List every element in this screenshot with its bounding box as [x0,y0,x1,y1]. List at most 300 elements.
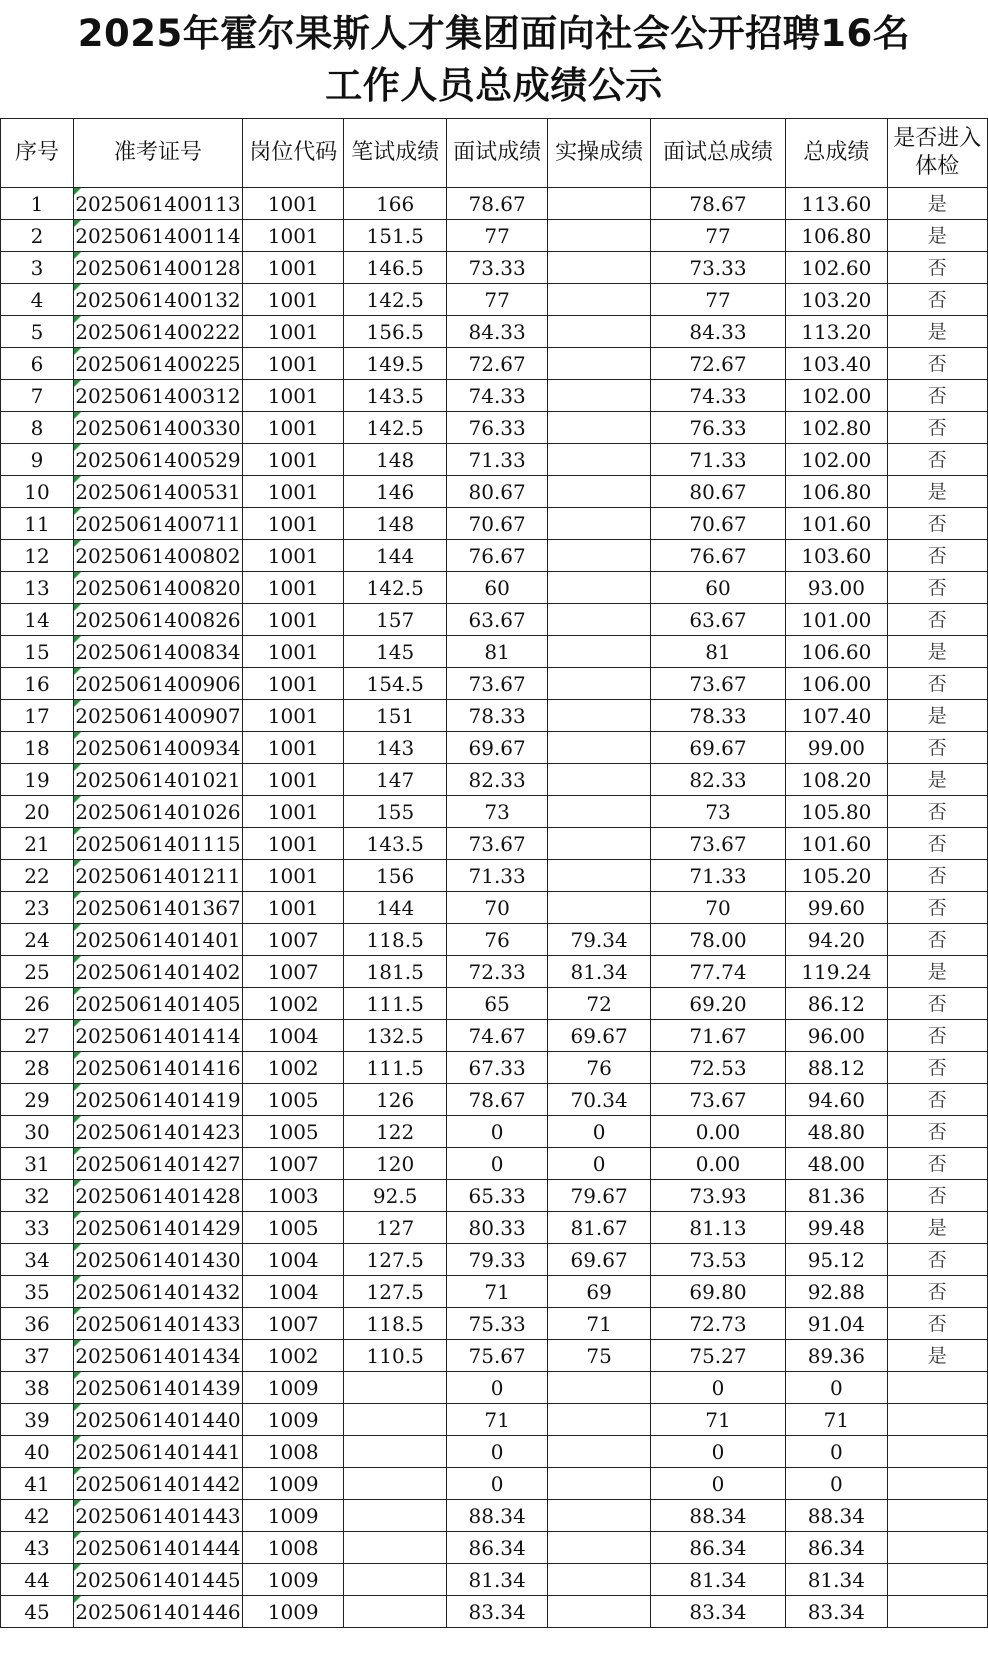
cell-practical-score [548,1532,651,1564]
cell-interview-total: 70.67 [650,508,785,540]
cell-total-score: 96.00 [786,1020,887,1052]
table-row [1,892,988,924]
cell-ticket-number: 2025061400330 [73,412,242,444]
cell-physical-exam: 否 [887,1276,987,1308]
cell-position-code: 1001 [242,860,343,892]
cell-physical-exam: 否 [887,572,987,604]
cell-index: 32 [1,1180,74,1212]
cell-position-code: 1001 [242,700,343,732]
cell-interview-score: 76.33 [446,412,547,444]
cell-index: 3 [1,252,74,284]
table-row [1,604,988,636]
cell-interview-total: 78.33 [650,700,785,732]
cell-index: 9 [1,444,74,476]
cell-physical-exam [887,1436,987,1468]
cell-practical-score: 81.34 [548,956,651,988]
cell-interview-score: 73.67 [446,828,547,860]
cell-position-code: 1001 [242,796,343,828]
cell-total-score: 107.40 [786,700,887,732]
cell-interview-score: 71.33 [446,444,547,476]
cell-practical-score [548,700,651,732]
cell-interview-total: 63.67 [650,604,785,636]
cell-interview-total: 0 [650,1372,785,1404]
table-row [1,252,988,284]
cell-total-score: 103.40 [786,348,887,380]
scores-table [0,118,988,1628]
cell-practical-score [548,348,651,380]
cell-physical-exam: 否 [887,988,987,1020]
table-row [1,1116,988,1148]
cell-ticket-number: 2025061401441 [73,1436,242,1468]
cell-physical-exam: 是 [887,636,987,668]
cell-practical-score [548,508,651,540]
cell-position-code: 1009 [242,1468,343,1500]
cell-index: 5 [1,316,74,348]
cell-practical-score [548,316,651,348]
cell-index: 7 [1,380,74,412]
cell-practical-score [548,1564,651,1596]
cell-position-code: 1007 [242,1308,343,1340]
cell-index: 19 [1,764,74,796]
cell-practical-score [548,892,651,924]
cell-written-score [344,1596,447,1628]
cell-physical-exam: 否 [887,284,987,316]
cell-physical-exam: 否 [887,1308,987,1340]
cell-ticket-number: 2025061401444 [73,1532,242,1564]
cell-position-code: 1001 [242,668,343,700]
cell-physical-exam [887,1468,987,1500]
cell-interview-score: 86.34 [446,1532,547,1564]
cell-practical-score [548,1468,651,1500]
cell-interview-total: 76.33 [650,412,785,444]
cell-written-score: 147 [344,764,447,796]
cell-total-score: 102.60 [786,252,887,284]
cell-position-code: 1001 [242,476,343,508]
cell-practical-score [548,188,651,220]
cell-index: 38 [1,1372,74,1404]
table-row [1,540,988,572]
cell-ticket-number: 2025061401442 [73,1468,242,1500]
cell-total-score: 93.00 [786,572,887,604]
cell-interview-score: 0 [446,1148,547,1180]
header-position-code: 岗位代码 [242,119,343,188]
cell-interview-score: 73 [446,796,547,828]
table-row [1,924,988,956]
table-row [1,1244,988,1276]
cell-written-score: 156.5 [344,316,447,348]
cell-practical-score [548,828,651,860]
cell-ticket-number: 2025061401405 [73,988,242,1020]
cell-index: 35 [1,1276,74,1308]
cell-interview-score: 83.34 [446,1596,547,1628]
cell-index: 8 [1,412,74,444]
cell-written-score: 146.5 [344,252,447,284]
cell-interview-score: 67.33 [446,1052,547,1084]
cell-physical-exam: 是 [887,956,987,988]
cell-interview-score: 81 [446,636,547,668]
cell-position-code: 1009 [242,1500,343,1532]
cell-interview-total: 73 [650,796,785,828]
table-row [1,828,988,860]
cell-index: 1 [1,188,74,220]
cell-written-score [344,1436,447,1468]
cell-total-score: 102.80 [786,412,887,444]
cell-interview-score: 77 [446,284,547,316]
cell-interview-total: 73.93 [650,1180,785,1212]
cell-total-score: 102.00 [786,444,887,476]
cell-interview-score: 72.67 [446,348,547,380]
cell-physical-exam: 是 [887,1212,987,1244]
cell-total-score: 86.34 [786,1532,887,1564]
title-line-1: 2025年霍尔果斯人才集团面向社会公开招聘16名 [77,12,911,55]
cell-position-code: 1001 [242,636,343,668]
cell-interview-total: 83.34 [650,1596,785,1628]
cell-practical-score: 79.34 [548,924,651,956]
cell-interview-total: 77 [650,284,785,316]
cell-ticket-number: 2025061400222 [73,316,242,348]
cell-practical-score [548,668,651,700]
cell-index: 39 [1,1404,74,1436]
cell-written-score: 181.5 [344,956,447,988]
cell-total-score: 92.88 [786,1276,887,1308]
page-title [0,0,988,115]
table-row [1,1468,988,1500]
cell-interview-total: 81.13 [650,1212,785,1244]
cell-physical-exam: 是 [887,1340,987,1372]
cell-interview-score: 80.67 [446,476,547,508]
cell-interview-total: 72.67 [650,348,785,380]
cell-ticket-number: 2025061400906 [73,668,242,700]
cell-position-code: 1008 [242,1436,343,1468]
cell-written-score: 127.5 [344,1244,447,1276]
cell-physical-exam: 否 [887,1148,987,1180]
cell-position-code: 1001 [242,284,343,316]
cell-total-score: 86.12 [786,988,887,1020]
table-row [1,1308,988,1340]
cell-position-code: 1001 [242,892,343,924]
cell-position-code: 1007 [242,956,343,988]
cell-index: 27 [1,1020,74,1052]
cell-practical-score [548,252,651,284]
cell-interview-total: 0 [650,1468,785,1500]
cell-interview-score: 84.33 [446,316,547,348]
cell-interview-total: 0.00 [650,1116,785,1148]
cell-practical-score: 81.67 [548,1212,651,1244]
cell-practical-score: 70.34 [548,1084,651,1116]
cell-written-score: 120 [344,1148,447,1180]
cell-practical-score: 69.67 [548,1244,651,1276]
cell-physical-exam: 否 [887,380,987,412]
cell-ticket-number: 2025061401401 [73,924,242,956]
cell-interview-total: 73.67 [650,1084,785,1116]
cell-total-score: 108.20 [786,764,887,796]
cell-interview-score: 0 [446,1116,547,1148]
cell-total-score: 99.00 [786,732,887,764]
cell-interview-score: 77 [446,220,547,252]
cell-written-score: 92.5 [344,1180,447,1212]
cell-physical-exam: 是 [887,700,987,732]
cell-written-score: 144 [344,540,447,572]
table-body [1,188,988,1628]
cell-ticket-number: 2025061401367 [73,892,242,924]
cell-total-score: 101.00 [786,604,887,636]
cell-written-score: 151 [344,700,447,732]
cell-interview-score: 80.33 [446,1212,547,1244]
cell-physical-exam [887,1500,987,1532]
cell-practical-score [548,1372,651,1404]
header-written-score: 笔试成绩 [344,119,447,188]
cell-position-code: 1002 [242,1052,343,1084]
cell-index: 14 [1,604,74,636]
cell-practical-score [548,604,651,636]
cell-total-score: 106.00 [786,668,887,700]
table-row [1,572,988,604]
cell-interview-score: 81.34 [446,1564,547,1596]
table-row [1,380,988,412]
cell-total-score: 89.36 [786,1340,887,1372]
cell-interview-total: 71.33 [650,444,785,476]
cell-ticket-number: 2025061400114 [73,220,242,252]
table-row [1,1564,988,1596]
cell-index: 15 [1,636,74,668]
cell-interview-total: 88.34 [650,1500,785,1532]
cell-practical-score: 71 [548,1308,651,1340]
cell-ticket-number: 2025061400113 [73,188,242,220]
cell-interview-score: 0 [446,1436,547,1468]
cell-practical-score [548,860,651,892]
cell-total-score: 113.20 [786,316,887,348]
cell-ticket-number: 2025061401026 [73,796,242,828]
cell-total-score: 106.80 [786,476,887,508]
cell-index: 25 [1,956,74,988]
cell-practical-score [548,540,651,572]
cell-physical-exam: 否 [887,1020,987,1052]
cell-interview-score: 75.67 [446,1340,547,1372]
table-row [1,860,988,892]
cell-total-score: 94.20 [786,924,887,956]
cell-total-score: 99.60 [786,892,887,924]
cell-ticket-number: 2025061401402 [73,956,242,988]
cell-total-score: 95.12 [786,1244,887,1276]
cell-interview-total: 0.00 [650,1148,785,1180]
cell-practical-score [548,764,651,796]
cell-position-code: 1001 [242,316,343,348]
cell-index: 45 [1,1596,74,1628]
cell-index: 17 [1,700,74,732]
cell-total-score: 0 [786,1468,887,1500]
cell-interview-total: 72.73 [650,1308,785,1340]
cell-written-score [344,1404,447,1436]
table-row [1,1148,988,1180]
cell-total-score: 103.20 [786,284,887,316]
cell-total-score: 71 [786,1404,887,1436]
cell-position-code: 1001 [242,412,343,444]
cell-ticket-number: 2025061401423 [73,1116,242,1148]
cell-ticket-number: 2025061400531 [73,476,242,508]
table-row [1,348,988,380]
cell-physical-exam: 否 [887,1084,987,1116]
cell-physical-exam: 是 [887,316,987,348]
cell-ticket-number: 2025061401429 [73,1212,242,1244]
table-row [1,956,988,988]
table-row [1,284,988,316]
cell-ticket-number: 2025061401211 [73,860,242,892]
cell-written-score: 166 [344,188,447,220]
cell-position-code: 1008 [242,1532,343,1564]
header-interview-score: 面试成绩 [446,119,547,188]
cell-interview-total: 74.33 [650,380,785,412]
cell-interview-score: 78.67 [446,188,547,220]
cell-physical-exam [887,1404,987,1436]
cell-index: 16 [1,668,74,700]
cell-interview-score: 88.34 [446,1500,547,1532]
cell-interview-score: 72.33 [446,956,547,988]
table-row [1,700,988,732]
cell-total-score: 101.60 [786,828,887,860]
cell-total-score: 88.34 [786,1500,887,1532]
cell-practical-score: 76 [548,1052,651,1084]
cell-ticket-number: 2025061400312 [73,380,242,412]
cell-position-code: 1001 [242,828,343,860]
cell-position-code: 1001 [242,508,343,540]
cell-total-score: 105.80 [786,796,887,828]
cell-written-score: 143 [344,732,447,764]
table-row [1,508,988,540]
table-row [1,444,988,476]
cell-index: 34 [1,1244,74,1276]
cell-index: 26 [1,988,74,1020]
cell-practical-score: 69 [548,1276,651,1308]
cell-index: 12 [1,540,74,572]
cell-total-score: 106.80 [786,220,887,252]
cell-physical-exam: 否 [887,1244,987,1276]
cell-interview-score: 74.67 [446,1020,547,1052]
cell-position-code: 1001 [242,188,343,220]
table-row [1,1436,988,1468]
cell-position-code: 1009 [242,1404,343,1436]
cell-position-code: 1001 [242,540,343,572]
cell-interview-total: 69.20 [650,988,785,1020]
cell-index: 11 [1,508,74,540]
cell-written-score: 142.5 [344,572,447,604]
cell-physical-exam: 否 [887,540,987,572]
header-practical-score: 实操成绩 [548,119,651,188]
cell-physical-exam: 否 [887,1180,987,1212]
cell-practical-score [548,1436,651,1468]
cell-physical-exam: 是 [887,220,987,252]
table-row [1,1372,988,1404]
cell-ticket-number: 2025061400907 [73,700,242,732]
table-row [1,1212,988,1244]
cell-ticket-number: 2025061400711 [73,508,242,540]
cell-ticket-number: 2025061401439 [73,1372,242,1404]
cell-ticket-number: 2025061400132 [73,284,242,316]
title-line-2: 工作人员总成绩公示 [325,64,663,107]
cell-interview-score: 71 [446,1404,547,1436]
cell-ticket-number: 2025061401443 [73,1500,242,1532]
table-row [1,1052,988,1084]
cell-ticket-number: 2025061400225 [73,348,242,380]
cell-written-score: 145 [344,636,447,668]
cell-interview-total: 81.34 [650,1564,785,1596]
cell-physical-exam: 否 [887,732,987,764]
cell-position-code: 1001 [242,764,343,796]
table-row [1,1340,988,1372]
cell-practical-score: 69.67 [548,1020,651,1052]
cell-interview-total: 84.33 [650,316,785,348]
cell-written-score: 118.5 [344,924,447,956]
cell-ticket-number: 2025061401115 [73,828,242,860]
cell-interview-total: 81 [650,636,785,668]
cell-written-score: 111.5 [344,988,447,1020]
table-row [1,188,988,220]
cell-interview-score: 71.33 [446,860,547,892]
cell-index: 33 [1,1212,74,1244]
cell-ticket-number: 2025061401416 [73,1052,242,1084]
cell-interview-total: 73.67 [650,668,785,700]
cell-position-code: 1007 [242,924,343,956]
cell-position-code: 1004 [242,1276,343,1308]
cell-interview-score: 69.67 [446,732,547,764]
cell-index: 36 [1,1308,74,1340]
cell-physical-exam [887,1532,987,1564]
cell-total-score: 101.60 [786,508,887,540]
cell-physical-exam: 否 [887,924,987,956]
cell-total-score: 105.20 [786,860,887,892]
table-row [1,636,988,668]
table-row [1,1500,988,1532]
table-row [1,796,988,828]
cell-interview-total: 80.67 [650,476,785,508]
cell-ticket-number: 2025061401419 [73,1084,242,1116]
cell-total-score: 0 [786,1372,887,1404]
cell-ticket-number: 2025061401430 [73,1244,242,1276]
cell-position-code: 1004 [242,1020,343,1052]
cell-ticket-number: 2025061400529 [73,444,242,476]
cell-index: 28 [1,1052,74,1084]
cell-interview-score: 79.33 [446,1244,547,1276]
cell-written-score: 110.5 [344,1340,447,1372]
cell-total-score: 0 [786,1436,887,1468]
cell-physical-exam: 否 [887,444,987,476]
cell-physical-exam [887,1372,987,1404]
cell-total-score: 83.34 [786,1596,887,1628]
cell-written-score: 142.5 [344,284,447,316]
cell-index: 4 [1,284,74,316]
cell-position-code: 1005 [242,1212,343,1244]
cell-interview-score: 0 [446,1372,547,1404]
table-row [1,1180,988,1212]
cell-ticket-number: 2025061400802 [73,540,242,572]
cell-interview-total: 73.53 [650,1244,785,1276]
cell-index: 2 [1,220,74,252]
cell-written-score [344,1500,447,1532]
cell-position-code: 1005 [242,1116,343,1148]
cell-ticket-number: 2025061401428 [73,1180,242,1212]
cell-position-code: 1009 [242,1372,343,1404]
cell-written-score: 157 [344,604,447,636]
cell-written-score [344,1532,447,1564]
cell-position-code: 1001 [242,252,343,284]
cell-interview-score: 73.33 [446,252,547,284]
cell-physical-exam: 否 [887,796,987,828]
cell-interview-total: 78.00 [650,924,785,956]
cell-interview-score: 74.33 [446,380,547,412]
cell-interview-score: 70 [446,892,547,924]
cell-written-score: 156 [344,860,447,892]
cell-position-code: 1001 [242,380,343,412]
cell-ticket-number: 2025061401446 [73,1596,242,1628]
